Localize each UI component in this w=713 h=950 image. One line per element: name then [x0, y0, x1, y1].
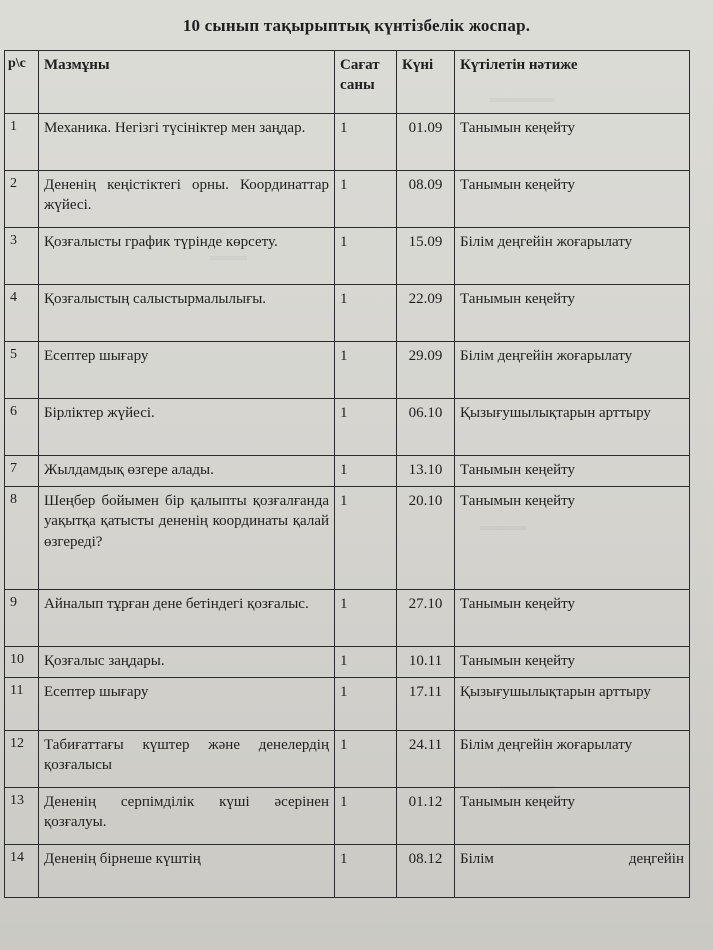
- table-row: [5, 285, 690, 342]
- row-date: 01.09: [397, 114, 455, 171]
- row-result-text: Білім деңгейін жоғарылату: [460, 234, 633, 250]
- row-num: 4: [5, 285, 39, 342]
- table-header-row: [5, 51, 690, 114]
- row-topic: Қозғалысты график түрінде көрсету.: [39, 228, 335, 285]
- row-date: 15.09: [397, 228, 455, 285]
- row-result: Танымын кеңейту: [455, 487, 690, 590]
- row-num: 13: [5, 788, 39, 845]
- row-topic: Шеңбер бойымен бір қалыпты қозғалғанда уақытқа қатысты дененің координаты қалай өзгереді?: [39, 487, 335, 590]
- row-hours: 1: [335, 456, 397, 487]
- row-topic: Қозғалыс заңдары.: [39, 647, 335, 678]
- row-topic: Дененің серпімділік күші әсерінен қозғалуы.: [39, 788, 335, 845]
- header-result: Күтілетін нәтиже: [455, 51, 690, 114]
- row-num: 11: [5, 678, 39, 731]
- table-row: [5, 228, 690, 285]
- header-hours: Сағат саны: [335, 51, 397, 114]
- row-result: Танымын кеңейту: [455, 788, 690, 845]
- row-num: 10: [5, 647, 39, 678]
- table-row: [5, 487, 690, 590]
- row-result: Танымын кеңейту: [455, 590, 690, 647]
- header-topic: Мазмұны: [39, 51, 335, 114]
- row-hours: 1: [335, 788, 397, 845]
- show-through-text: ════: [210, 250, 247, 265]
- row-topic: Жылдамдық өзгере алады.: [39, 456, 335, 487]
- page-title: 10 сынып тақырыптық күнтізбелік жоспар.: [182, 16, 531, 35]
- row-num: 6: [5, 399, 39, 456]
- table-row: [5, 399, 690, 456]
- row-hours: 1: [335, 647, 397, 678]
- row-date: 24.11: [397, 731, 455, 788]
- row-date: 17.11: [397, 678, 455, 731]
- row-num: 3: [5, 228, 39, 285]
- row-result: Танымын кеңейту: [455, 647, 690, 678]
- calendar-plan-table: [4, 50, 690, 898]
- row-result: Танымын кеңейту: [455, 456, 690, 487]
- row-topic: Есептер шығару: [39, 342, 335, 399]
- header-date: Күні: [397, 51, 455, 114]
- table-row: [5, 845, 690, 898]
- row-result: [455, 731, 690, 788]
- row-result: [455, 342, 690, 399]
- row-num: 8: [5, 487, 39, 590]
- header-num: р\с: [5, 51, 39, 114]
- table-row: [5, 171, 690, 228]
- row-topic: Табиғаттағы күштер және денелердің қозғалысы: [39, 731, 335, 788]
- row-date: 22.09: [397, 285, 455, 342]
- row-topic: Айналып тұрған дене бетіндегі қозғалыс.: [39, 590, 335, 647]
- row-date: 20.10: [397, 487, 455, 590]
- row-result: [455, 845, 690, 898]
- row-result: [455, 228, 690, 285]
- row-hours: 1: [335, 342, 397, 399]
- row-topic: Бірліктер жүйесі.: [39, 399, 335, 456]
- row-num: 12: [5, 731, 39, 788]
- row-result-text: Білім деңгейін жоғарылату: [460, 348, 633, 364]
- row-num: 5: [5, 342, 39, 399]
- row-num: 14: [5, 845, 39, 898]
- table-row: [5, 731, 690, 788]
- row-date: 06.10: [397, 399, 455, 456]
- show-through-text: ══════: [500, 780, 556, 795]
- row-result: Танымын кеңейту: [455, 114, 690, 171]
- row-hours: 1: [335, 228, 397, 285]
- row-hours: 1: [335, 171, 397, 228]
- table-row: [5, 342, 690, 399]
- row-num: 1: [5, 114, 39, 171]
- row-num: 9: [5, 590, 39, 647]
- row-topic: Дененің бірнеше күштің: [39, 845, 335, 898]
- row-hours: 1: [335, 114, 397, 171]
- row-hours: 1: [335, 845, 397, 898]
- row-result: Танымын кеңейту: [455, 285, 690, 342]
- row-result-text: Білім деңгейін жоғарылату: [460, 737, 633, 753]
- table-row: [5, 678, 690, 731]
- row-date: 29.09: [397, 342, 455, 399]
- row-hours: 1: [335, 590, 397, 647]
- show-through-text: ═════: [480, 520, 527, 535]
- row-date: 08.09: [397, 171, 455, 228]
- row-result: Қызығушылықтарын арттыру: [455, 678, 690, 731]
- row-date: 08.12: [397, 845, 455, 898]
- row-hours: 1: [335, 487, 397, 590]
- row-hours: 1: [335, 678, 397, 731]
- row-hours: 1: [335, 731, 397, 788]
- row-topic: Дененің кеңістіктегі орны. Координаттар жүйесі.: [39, 171, 335, 228]
- row-topic: Механика. Негізгі түсініктер мен заңдар.: [39, 114, 335, 171]
- row-date: 10.11: [397, 647, 455, 678]
- row-result: Танымын кеңейту: [455, 171, 690, 228]
- table-row: [5, 788, 690, 845]
- table-row: [5, 590, 690, 647]
- row-hours: 1: [335, 399, 397, 456]
- row-num: 2: [5, 171, 39, 228]
- show-through-text: ═══════: [490, 92, 555, 107]
- row-topic: Есептер шығару: [39, 678, 335, 731]
- row-date: 27.10: [397, 590, 455, 647]
- table-row: [5, 647, 690, 678]
- row-topic: Қозғалыстың салыстырмалылығы.: [39, 285, 335, 342]
- row-hours: 1: [335, 285, 397, 342]
- table-row: [5, 114, 690, 171]
- row-num: 7: [5, 456, 39, 487]
- row-result-text: Білім деңгейін: [460, 851, 684, 867]
- row-date: 01.12: [397, 788, 455, 845]
- row-result: Қызығушылықтарын арттыру: [455, 399, 690, 456]
- row-date: 13.10: [397, 456, 455, 487]
- table-row: [5, 456, 690, 487]
